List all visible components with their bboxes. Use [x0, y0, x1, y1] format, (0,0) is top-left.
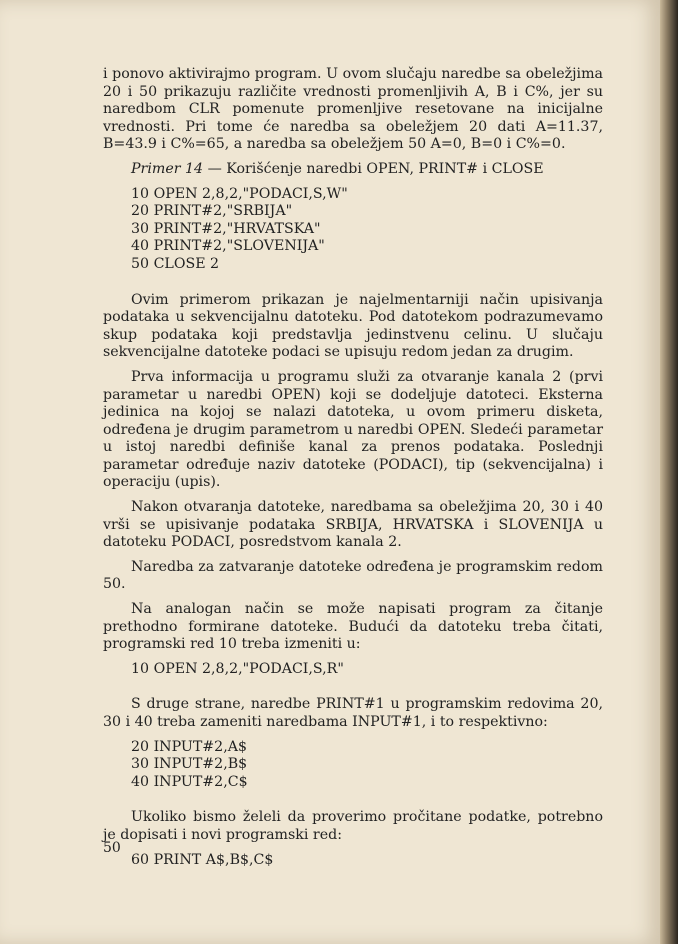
code-listing-print [131, 852, 603, 870]
paragraph-replace: S druge strane, naredbe PRINT#1 u programskim redovima 20, 30 i 40 treba zameniti naredbama INPUT#1, i to respektivno: [103, 696, 603, 730]
code-line: 10 OPEN 2,8,2,"PODACI,S,W" [131, 185, 348, 202]
paragraph-reading: Na analogan način se može napisati program za čitanje prethodno formirane datoteke. Budući da datoteku treba čitati, programski red 10 treba izmeniti u: [103, 601, 603, 653]
paragraph-verify: Ukoliko bismo želeli da proverimo pročitane podatke, potrebno je dopisati i novi programski red: [103, 809, 603, 843]
example-heading [103, 161, 603, 179]
code-listing-input [131, 739, 603, 792]
paragraph-close: Naredba za zatvaranje datoteke određena je programskim redom 50. [103, 558, 603, 593]
code-line: 20 PRINT#2,"SRBIJA" [131, 203, 293, 220]
code-listing-open-read [131, 661, 603, 679]
example-label: Primer 14 [131, 160, 204, 177]
paragraph-open-info: Prva informacija u programu služi za otvaranje kanala 2 (prvi parametar u naredbi OPEN) koji se dodeljuje datoteci. Eksterna jedinica na kojoj se nalazi datoteka, u ovom primeru disketa, određena je drugim parametrom u naredbi OPEN. Sledeći parametar u istoj naredbi definiše kanal za prenos podataka. Poslednji parametar određuje naziv datoteke (PODACI), tip (sekvencijalna) i operaciju (upis). [103, 368, 603, 491]
page-number: 50 [103, 840, 121, 856]
code-line: 10 OPEN 2,8,2,"PODACI,S,R" [131, 660, 344, 677]
code-line: 60 PRINT A$,B$,C$ [131, 851, 274, 868]
code-line: 40 INPUT#2,C$ [131, 773, 248, 790]
example-title: — Korišćenje naredbi OPEN, PRINT# i CLOSE [203, 160, 544, 177]
page-text [103, 66, 603, 887]
paragraph-intro: i ponovo aktivirajmo program. U ovom slučaju naredbe sa obeležjima 20 i 50 prikazuju različite vrednosti promenljivih A, B i C%, jer su naredbom CLR pomenute promenljive resetovane na inicijalne vrednosti. Pri tome će naredba sa obeležjem 20 dati A=11.37, B=43.9 i C%=65, a naredba sa obeležjem 50 A=0, B=0 i C%=0. [103, 66, 603, 153]
code-line: 50 CLOSE 2 [131, 255, 220, 272]
code-line: 30 INPUT#2,B$ [131, 756, 248, 773]
paragraph-explanation: Ovim primerom prikazan je najelmentarniji način upisivanja podataka u sekvencijalnu datoteku. Pod datotekom podrazumevamo skup podataka koji predstavlja jedinstvenu celinu. U slučaju sekvencijalne datoteke podaci se upisuju redom jedan za drugim. [103, 291, 603, 361]
book-page-edge [660, 0, 678, 944]
code-line: 30 PRINT#2,"HRVATSKA" [131, 220, 321, 237]
code-line: 40 PRINT#2,"SLOVENIJA" [131, 238, 325, 255]
code-listing-write [131, 186, 603, 274]
paragraph-writing: Nakon otvaranja datoteke, naredbama sa obeležjima 20, 30 i 40 vrši se upisivanje podataka SRBIJA, HRVATSKA i SLOVENIJA u datoteku PODACI, posredstvom kanala 2. [103, 499, 603, 551]
code-line: 20 INPUT#2,A$ [131, 738, 247, 755]
